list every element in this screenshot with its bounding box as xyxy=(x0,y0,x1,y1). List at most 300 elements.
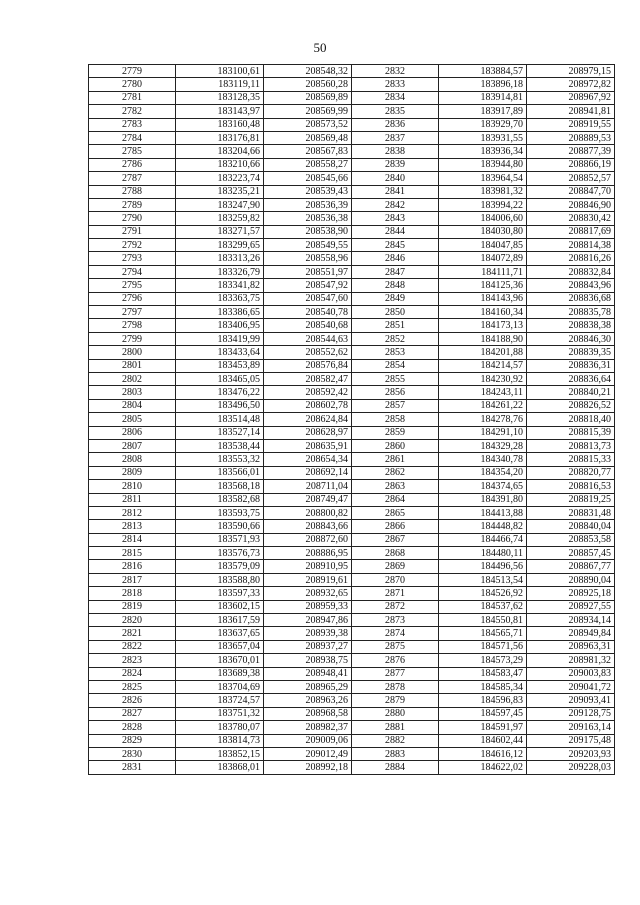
point-number-cell: 2862 xyxy=(352,466,439,479)
table-row xyxy=(89,292,615,305)
coord-y-cell: 208963,31 xyxy=(527,640,615,653)
point-number-cell: 2853 xyxy=(352,346,439,359)
coord-y-cell: 209163,14 xyxy=(527,721,615,734)
coord-y-cell: 208947,86 xyxy=(264,614,352,627)
coord-x-cell: 183386,65 xyxy=(176,306,264,319)
coord-y-cell: 208979,15 xyxy=(527,65,615,78)
coord-y-cell: 208838,38 xyxy=(527,319,615,332)
point-number-cell: 2826 xyxy=(89,694,176,707)
point-number-cell: 2820 xyxy=(89,614,176,627)
coord-x-cell: 183579,09 xyxy=(176,560,264,573)
coord-x-cell: 183724,57 xyxy=(176,694,264,707)
coord-y-cell: 208800,82 xyxy=(264,506,352,519)
table-row xyxy=(89,560,615,573)
coord-x-cell: 183247,90 xyxy=(176,198,264,211)
coord-y-cell: 208540,68 xyxy=(264,319,352,332)
coord-x-cell: 184173,13 xyxy=(439,319,527,332)
coord-x-cell: 184354,20 xyxy=(439,466,527,479)
point-number-cell: 2852 xyxy=(352,332,439,345)
coord-y-cell: 208814,38 xyxy=(527,239,615,252)
coord-x-cell: 183588,80 xyxy=(176,573,264,586)
point-number-cell: 2782 xyxy=(89,105,176,118)
point-number-cell: 2823 xyxy=(89,654,176,667)
coord-x-cell: 184374,65 xyxy=(439,480,527,493)
point-number-cell: 2790 xyxy=(89,212,176,225)
coord-x-cell: 184591,97 xyxy=(439,721,527,734)
coord-x-cell: 183637,65 xyxy=(176,627,264,640)
coord-y-cell: 208548,32 xyxy=(264,65,352,78)
coord-y-cell: 208932,65 xyxy=(264,587,352,600)
coord-x-cell: 183363,75 xyxy=(176,292,264,305)
coord-y-cell: 208569,89 xyxy=(264,91,352,104)
point-number-cell: 2827 xyxy=(89,707,176,720)
table-row xyxy=(89,91,615,104)
point-number-cell: 2867 xyxy=(352,533,439,546)
point-number-cell: 2869 xyxy=(352,560,439,573)
coord-x-cell: 183313,26 xyxy=(176,252,264,265)
coord-y-cell: 208558,96 xyxy=(264,252,352,265)
point-number-cell: 2874 xyxy=(352,627,439,640)
coord-x-cell: 184496,56 xyxy=(439,560,527,573)
point-number-cell: 2846 xyxy=(352,252,439,265)
coord-x-cell: 184329,28 xyxy=(439,439,527,452)
point-number-cell: 2837 xyxy=(352,131,439,144)
coord-x-cell: 183931,55 xyxy=(439,131,527,144)
coord-x-cell: 184278,76 xyxy=(439,413,527,426)
coord-y-cell: 208840,21 xyxy=(527,386,615,399)
coord-y-cell: 208941,81 xyxy=(527,105,615,118)
coord-x-cell: 184160,34 xyxy=(439,306,527,319)
table-row xyxy=(89,747,615,760)
table-row xyxy=(89,319,615,332)
point-number-cell: 2788 xyxy=(89,185,176,198)
point-number-cell: 2877 xyxy=(352,667,439,680)
coord-x-cell: 184030,80 xyxy=(439,225,527,238)
table-row xyxy=(89,694,615,707)
point-number-cell: 2803 xyxy=(89,386,176,399)
point-number-cell: 2784 xyxy=(89,131,176,144)
coord-x-cell: 183917,89 xyxy=(439,105,527,118)
coord-x-cell: 184047,85 xyxy=(439,239,527,252)
table-row xyxy=(89,667,615,680)
coord-x-cell: 183814,73 xyxy=(176,734,264,747)
point-number-cell: 2791 xyxy=(89,225,176,238)
point-number-cell: 2842 xyxy=(352,198,439,211)
point-number-cell: 2845 xyxy=(352,239,439,252)
coord-y-cell: 208654,34 xyxy=(264,453,352,466)
coord-x-cell: 183538,44 xyxy=(176,439,264,452)
table-row xyxy=(89,65,615,78)
coord-y-cell: 209003,83 xyxy=(527,667,615,680)
coord-x-cell: 183751,32 xyxy=(176,707,264,720)
point-number-cell: 2868 xyxy=(352,547,439,560)
coord-y-cell: 208857,45 xyxy=(527,547,615,560)
coord-x-cell: 184602,44 xyxy=(439,734,527,747)
table-row xyxy=(89,413,615,426)
point-number-cell: 2850 xyxy=(352,306,439,319)
table-row xyxy=(89,614,615,627)
point-number-cell: 2792 xyxy=(89,239,176,252)
coord-x-cell: 184573,29 xyxy=(439,654,527,667)
coord-y-cell: 208836,31 xyxy=(527,359,615,372)
coord-y-cell: 208624,84 xyxy=(264,413,352,426)
page-number: 50 xyxy=(313,40,327,55)
coord-y-cell: 209009,06 xyxy=(264,734,352,747)
point-number-cell: 2810 xyxy=(89,480,176,493)
point-number-cell: 2884 xyxy=(352,761,439,774)
coord-y-cell: 208711,04 xyxy=(264,480,352,493)
point-number-cell: 2833 xyxy=(352,78,439,91)
table-row xyxy=(89,533,615,546)
table-row xyxy=(89,439,615,452)
point-number-cell: 2841 xyxy=(352,185,439,198)
table-row xyxy=(89,386,615,399)
point-number-cell: 2804 xyxy=(89,399,176,412)
point-number-cell: 2855 xyxy=(352,372,439,385)
coord-x-cell: 184261,22 xyxy=(439,399,527,412)
point-number-cell: 2821 xyxy=(89,627,176,640)
coord-x-cell: 183210,66 xyxy=(176,158,264,171)
coord-x-cell: 184537,62 xyxy=(439,600,527,613)
coord-y-cell: 208602,78 xyxy=(264,399,352,412)
table-row xyxy=(89,306,615,319)
coord-x-cell: 184391,80 xyxy=(439,493,527,506)
coord-y-cell: 208830,42 xyxy=(527,212,615,225)
coord-y-cell: 208819,25 xyxy=(527,493,615,506)
coord-y-cell: 208551,97 xyxy=(264,265,352,278)
table-row xyxy=(89,506,615,519)
point-number-cell: 2806 xyxy=(89,426,176,439)
coord-y-cell: 208815,39 xyxy=(527,426,615,439)
coord-y-cell: 208846,90 xyxy=(527,198,615,211)
coord-y-cell: 208937,27 xyxy=(264,640,352,653)
coord-y-cell: 208847,70 xyxy=(527,185,615,198)
point-number-cell: 2801 xyxy=(89,359,176,372)
coord-x-cell: 183929,70 xyxy=(439,118,527,131)
coord-x-cell: 184143,96 xyxy=(439,292,527,305)
point-number-cell: 2800 xyxy=(89,346,176,359)
coord-x-cell: 184571,56 xyxy=(439,640,527,653)
point-number-cell: 2847 xyxy=(352,265,439,278)
coord-x-cell: 183704,69 xyxy=(176,680,264,693)
coord-x-cell: 184622,02 xyxy=(439,761,527,774)
coord-x-cell: 183553,32 xyxy=(176,453,264,466)
point-number-cell: 2787 xyxy=(89,172,176,185)
coord-x-cell: 183884,57 xyxy=(439,65,527,78)
point-number-cell: 2789 xyxy=(89,198,176,211)
coord-x-cell: 184583,47 xyxy=(439,667,527,680)
table-row xyxy=(89,359,615,372)
coord-x-cell: 183670,01 xyxy=(176,654,264,667)
point-number-cell: 2807 xyxy=(89,439,176,452)
coord-y-cell: 208934,14 xyxy=(527,614,615,627)
coord-y-cell: 208965,29 xyxy=(264,680,352,693)
coord-y-cell: 209128,75 xyxy=(527,707,615,720)
coord-y-cell: 208628,97 xyxy=(264,426,352,439)
point-number-cell: 2797 xyxy=(89,306,176,319)
coord-x-cell: 184201,88 xyxy=(439,346,527,359)
coord-x-cell: 183514,48 xyxy=(176,413,264,426)
point-number-cell: 2883 xyxy=(352,747,439,760)
coord-y-cell: 208826,52 xyxy=(527,399,615,412)
point-number-cell: 2858 xyxy=(352,413,439,426)
point-number-cell: 2860 xyxy=(352,439,439,452)
table-row xyxy=(89,332,615,345)
coord-x-cell: 184585,34 xyxy=(439,680,527,693)
coord-y-cell: 208968,58 xyxy=(264,707,352,720)
coord-x-cell: 183476,22 xyxy=(176,386,264,399)
table-row xyxy=(89,587,615,600)
table-row xyxy=(89,399,615,412)
coord-x-cell: 184214,57 xyxy=(439,359,527,372)
point-number-cell: 2870 xyxy=(352,573,439,586)
point-number-cell: 2880 xyxy=(352,707,439,720)
coord-y-cell: 208749,47 xyxy=(264,493,352,506)
point-number-cell: 2814 xyxy=(89,533,176,546)
point-number-cell: 2872 xyxy=(352,600,439,613)
point-number-cell: 2779 xyxy=(89,65,176,78)
coord-x-cell: 183566,01 xyxy=(176,466,264,479)
coord-y-cell: 208919,55 xyxy=(527,118,615,131)
coord-y-cell: 208549,55 xyxy=(264,239,352,252)
table-row xyxy=(89,493,615,506)
table-row xyxy=(89,520,615,533)
coord-x-cell: 183453,89 xyxy=(176,359,264,372)
coord-y-cell: 208635,91 xyxy=(264,439,352,452)
point-number-cell: 2796 xyxy=(89,292,176,305)
coord-y-cell: 208818,40 xyxy=(527,413,615,426)
table-row xyxy=(89,372,615,385)
coord-y-cell: 209093,41 xyxy=(527,694,615,707)
table-row xyxy=(89,573,615,586)
coord-x-cell: 184188,90 xyxy=(439,332,527,345)
coord-x-cell: 184230,92 xyxy=(439,372,527,385)
table-row xyxy=(89,279,615,292)
point-number-cell: 2818 xyxy=(89,587,176,600)
coord-x-cell: 183119,11 xyxy=(176,78,264,91)
point-number-cell: 2829 xyxy=(89,734,176,747)
coord-x-cell: 184291,10 xyxy=(439,426,527,439)
coord-y-cell: 208982,37 xyxy=(264,721,352,734)
coord-y-cell: 208545,66 xyxy=(264,172,352,185)
coord-y-cell: 208536,38 xyxy=(264,212,352,225)
coord-y-cell: 208552,62 xyxy=(264,346,352,359)
coord-y-cell: 208569,48 xyxy=(264,131,352,144)
coord-y-cell: 208813,73 xyxy=(527,439,615,452)
point-number-cell: 2781 xyxy=(89,91,176,104)
table-row xyxy=(89,172,615,185)
coord-x-cell: 183235,21 xyxy=(176,185,264,198)
point-number-cell: 2811 xyxy=(89,493,176,506)
point-number-cell: 2786 xyxy=(89,158,176,171)
coord-x-cell: 184006,60 xyxy=(439,212,527,225)
table-row xyxy=(89,198,615,211)
point-number-cell: 2865 xyxy=(352,506,439,519)
coord-x-cell: 183944,80 xyxy=(439,158,527,171)
coord-x-cell: 184550,81 xyxy=(439,614,527,627)
point-number-cell: 2785 xyxy=(89,145,176,158)
coord-y-cell: 208539,43 xyxy=(264,185,352,198)
point-number-cell: 2876 xyxy=(352,654,439,667)
coord-y-cell: 208927,55 xyxy=(527,600,615,613)
point-number-cell: 2839 xyxy=(352,158,439,171)
coord-x-cell: 183496,50 xyxy=(176,399,264,412)
coord-y-cell: 209012,49 xyxy=(264,747,352,760)
point-number-cell: 2798 xyxy=(89,319,176,332)
table-row xyxy=(89,185,615,198)
coord-x-cell: 183223,74 xyxy=(176,172,264,185)
point-number-cell: 2857 xyxy=(352,399,439,412)
point-number-cell: 2851 xyxy=(352,319,439,332)
point-number-cell: 2783 xyxy=(89,118,176,131)
table-row xyxy=(89,118,615,131)
coord-y-cell: 208820,77 xyxy=(527,466,615,479)
point-number-cell: 2828 xyxy=(89,721,176,734)
point-number-cell: 2875 xyxy=(352,640,439,653)
point-number-cell: 2822 xyxy=(89,640,176,653)
coord-y-cell: 208536,39 xyxy=(264,198,352,211)
coord-y-cell: 208840,04 xyxy=(527,520,615,533)
coord-x-cell: 183160,48 xyxy=(176,118,264,131)
point-number-cell: 2840 xyxy=(352,172,439,185)
coord-y-cell: 208949,84 xyxy=(527,627,615,640)
table-row xyxy=(89,654,615,667)
coord-y-cell: 208890,04 xyxy=(527,573,615,586)
point-number-cell: 2812 xyxy=(89,506,176,519)
coord-x-cell: 184513,54 xyxy=(439,573,527,586)
coord-y-cell: 208939,38 xyxy=(264,627,352,640)
table-row xyxy=(89,225,615,238)
coord-x-cell: 184565,71 xyxy=(439,627,527,640)
coord-y-cell: 208938,75 xyxy=(264,654,352,667)
point-number-cell: 2802 xyxy=(89,372,176,385)
coord-x-cell: 184616,12 xyxy=(439,747,527,760)
coord-y-cell: 208910,95 xyxy=(264,560,352,573)
table-row xyxy=(89,680,615,693)
point-number-cell: 2813 xyxy=(89,520,176,533)
point-number-cell: 2808 xyxy=(89,453,176,466)
coord-x-cell: 183657,04 xyxy=(176,640,264,653)
point-number-cell: 2863 xyxy=(352,480,439,493)
point-number-cell: 2838 xyxy=(352,145,439,158)
point-number-cell: 2824 xyxy=(89,667,176,680)
point-number-cell: 2859 xyxy=(352,426,439,439)
table-row xyxy=(89,707,615,720)
coord-y-cell: 208886,95 xyxy=(264,547,352,560)
point-number-cell: 2854 xyxy=(352,359,439,372)
point-number-cell: 2825 xyxy=(89,680,176,693)
table-row xyxy=(89,734,615,747)
table-row xyxy=(89,252,615,265)
coord-x-cell: 183597,33 xyxy=(176,587,264,600)
coord-x-cell: 183259,82 xyxy=(176,212,264,225)
coord-y-cell: 208832,84 xyxy=(527,265,615,278)
coord-y-cell: 208853,58 xyxy=(527,533,615,546)
coord-x-cell: 184413,88 xyxy=(439,506,527,519)
point-number-cell: 2878 xyxy=(352,680,439,693)
table-row xyxy=(89,212,615,225)
coord-x-cell: 183617,59 xyxy=(176,614,264,627)
coordinates-table-body xyxy=(89,65,615,775)
coord-x-cell: 184111,71 xyxy=(439,265,527,278)
coord-x-cell: 183964,54 xyxy=(439,172,527,185)
coord-x-cell: 183780,07 xyxy=(176,721,264,734)
coord-x-cell: 183176,81 xyxy=(176,131,264,144)
table-row xyxy=(89,761,615,774)
table-row xyxy=(89,105,615,118)
coord-x-cell: 183582,68 xyxy=(176,493,264,506)
coord-y-cell: 208959,33 xyxy=(264,600,352,613)
coord-y-cell: 208843,66 xyxy=(264,520,352,533)
coord-x-cell: 183994,22 xyxy=(439,198,527,211)
coord-y-cell: 208872,60 xyxy=(264,533,352,546)
coord-x-cell: 183868,01 xyxy=(176,761,264,774)
table-row xyxy=(89,131,615,144)
coord-x-cell: 183576,73 xyxy=(176,547,264,560)
point-number-cell: 2879 xyxy=(352,694,439,707)
coord-x-cell: 183571,93 xyxy=(176,533,264,546)
point-number-cell: 2873 xyxy=(352,614,439,627)
table-row xyxy=(89,426,615,439)
coord-x-cell: 183602,15 xyxy=(176,600,264,613)
coord-x-cell: 184526,92 xyxy=(439,587,527,600)
table-row xyxy=(89,158,615,171)
table-row xyxy=(89,239,615,252)
coord-x-cell: 183100,61 xyxy=(176,65,264,78)
table-row xyxy=(89,721,615,734)
coord-x-cell: 183936,34 xyxy=(439,145,527,158)
coord-y-cell: 208817,69 xyxy=(527,225,615,238)
table-row xyxy=(89,145,615,158)
table-row xyxy=(89,265,615,278)
coord-y-cell: 209041,72 xyxy=(527,680,615,693)
coord-x-cell: 183128,35 xyxy=(176,91,264,104)
coord-y-cell: 208573,52 xyxy=(264,118,352,131)
coord-y-cell: 209228,03 xyxy=(527,761,615,774)
coord-y-cell: 208538,90 xyxy=(264,225,352,238)
coord-y-cell: 208547,60 xyxy=(264,292,352,305)
coord-x-cell: 183568,18 xyxy=(176,480,264,493)
coord-x-cell: 183204,66 xyxy=(176,145,264,158)
point-number-cell: 2834 xyxy=(352,91,439,104)
coord-x-cell: 183981,32 xyxy=(439,185,527,198)
coord-y-cell: 208816,26 xyxy=(527,252,615,265)
coord-y-cell: 208582,47 xyxy=(264,372,352,385)
coord-x-cell: 183689,38 xyxy=(176,667,264,680)
point-number-cell: 2830 xyxy=(89,747,176,760)
coord-y-cell: 208846,30 xyxy=(527,332,615,345)
point-number-cell: 2794 xyxy=(89,265,176,278)
coord-y-cell: 208547,92 xyxy=(264,279,352,292)
coord-x-cell: 183527,14 xyxy=(176,426,264,439)
point-number-cell: 2815 xyxy=(89,547,176,560)
coord-y-cell: 208925,18 xyxy=(527,587,615,600)
table-row xyxy=(89,627,615,640)
coord-y-cell: 208967,92 xyxy=(527,91,615,104)
coord-x-cell: 184340,78 xyxy=(439,453,527,466)
coord-y-cell: 208569,99 xyxy=(264,105,352,118)
point-number-cell: 2809 xyxy=(89,466,176,479)
coord-x-cell: 183593,75 xyxy=(176,506,264,519)
point-number-cell: 2819 xyxy=(89,600,176,613)
coord-y-cell: 208867,77 xyxy=(527,560,615,573)
coord-y-cell: 208866,19 xyxy=(527,158,615,171)
coord-x-cell: 184448,82 xyxy=(439,520,527,533)
coord-x-cell: 184597,45 xyxy=(439,707,527,720)
coord-x-cell: 184466,74 xyxy=(439,533,527,546)
coord-y-cell: 208592,42 xyxy=(264,386,352,399)
coord-y-cell: 209175,48 xyxy=(527,734,615,747)
